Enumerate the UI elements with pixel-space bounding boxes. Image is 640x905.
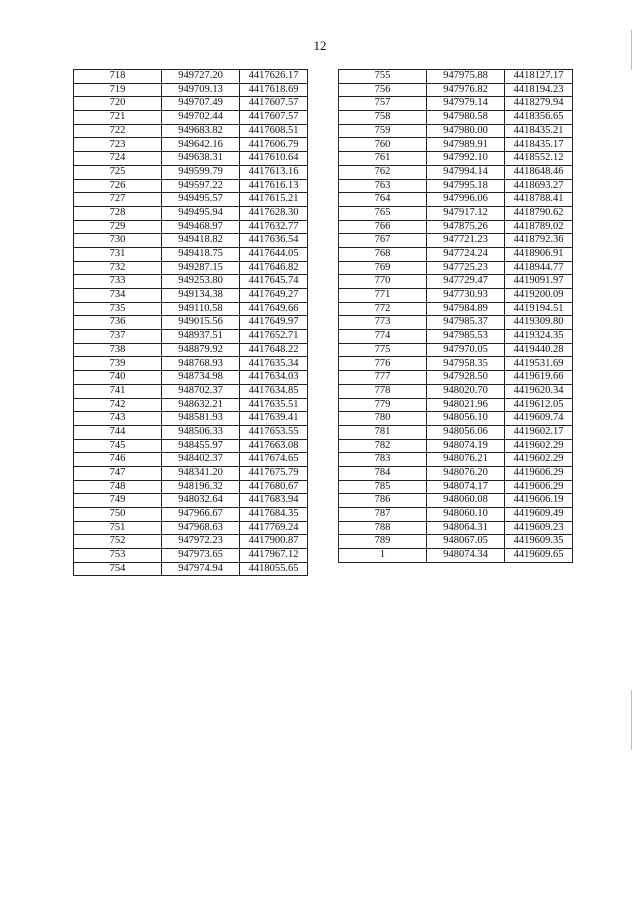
point-number-cell: 763	[339, 179, 427, 193]
table-row	[339, 494, 573, 508]
y-coordinate-cell: 4417639.41	[240, 412, 308, 426]
table-row	[339, 111, 573, 125]
y-coordinate-cell: 4417683.94	[240, 494, 308, 508]
x-coordinate-cell: 948074.34	[427, 549, 505, 563]
table-row	[339, 453, 573, 467]
y-coordinate-cell: 4419602.29	[505, 439, 573, 453]
point-number-cell: 736	[74, 316, 162, 330]
x-coordinate-cell: 948341.20	[162, 466, 240, 480]
x-coordinate-cell: 949418.82	[162, 234, 240, 248]
table-row	[74, 343, 308, 357]
point-number-cell: 768	[339, 247, 427, 261]
table-row	[74, 83, 308, 97]
x-coordinate-cell: 947958.35	[427, 357, 505, 371]
table-row	[74, 466, 308, 480]
x-coordinate-cell: 949638.31	[162, 152, 240, 166]
point-number-cell: 748	[74, 480, 162, 494]
y-coordinate-cell: 4417626.17	[240, 70, 308, 84]
table-row	[339, 275, 573, 289]
table-row	[74, 439, 308, 453]
point-number-cell: 731	[74, 247, 162, 261]
coordinates-table-left-body	[74, 70, 308, 576]
point-number-cell: 777	[339, 371, 427, 385]
y-coordinate-cell: 4417649.27	[240, 289, 308, 303]
table-row	[74, 165, 308, 179]
point-number-cell: 762	[339, 165, 427, 179]
point-number-cell: 732	[74, 261, 162, 275]
x-coordinate-cell: 947985.37	[427, 316, 505, 330]
table-row	[74, 384, 308, 398]
point-number-cell: 743	[74, 412, 162, 426]
y-coordinate-cell: 4417648.22	[240, 343, 308, 357]
x-coordinate-cell: 948196.32	[162, 480, 240, 494]
table-row	[74, 371, 308, 385]
point-number-cell: 724	[74, 152, 162, 166]
x-coordinate-cell: 948768.93	[162, 357, 240, 371]
y-coordinate-cell: 4417636.54	[240, 234, 308, 248]
table-row	[74, 494, 308, 508]
x-coordinate-cell: 947725.23	[427, 261, 505, 275]
table-row	[339, 398, 573, 412]
x-coordinate-cell: 948056.10	[427, 412, 505, 426]
point-number-cell: 789	[339, 535, 427, 549]
point-number-cell: 767	[339, 234, 427, 248]
table-row	[74, 425, 308, 439]
table-row	[339, 343, 573, 357]
table-row	[74, 97, 308, 111]
point-number-cell: 775	[339, 343, 427, 357]
x-coordinate-cell: 947973.65	[162, 549, 240, 563]
table-row	[339, 330, 573, 344]
y-coordinate-cell: 4417635.51	[240, 398, 308, 412]
table-row	[74, 247, 308, 261]
x-coordinate-cell: 948056.06	[427, 425, 505, 439]
x-coordinate-cell: 947917.12	[427, 206, 505, 220]
table-row	[74, 152, 308, 166]
y-coordinate-cell: 4418055.65	[240, 562, 308, 576]
point-number-cell: 752	[74, 535, 162, 549]
point-number-cell: 783	[339, 453, 427, 467]
table-row	[74, 357, 308, 371]
table-row	[339, 316, 573, 330]
y-coordinate-cell: 4419609.49	[505, 508, 573, 522]
table-row	[339, 302, 573, 316]
table-row	[339, 357, 573, 371]
point-number-cell: 764	[339, 193, 427, 207]
point-number-cell: 778	[339, 384, 427, 398]
x-coordinate-cell: 949134.38	[162, 289, 240, 303]
x-coordinate-cell: 948402.37	[162, 453, 240, 467]
point-number-cell: 786	[339, 494, 427, 508]
table-row	[339, 412, 573, 426]
x-coordinate-cell: 948734.98	[162, 371, 240, 385]
x-coordinate-cell: 947976.82	[427, 83, 505, 97]
table-row	[74, 234, 308, 248]
y-coordinate-cell: 4418552.12	[505, 152, 573, 166]
x-coordinate-cell: 949418.75	[162, 247, 240, 261]
table-row	[339, 193, 573, 207]
point-number-cell: 746	[74, 453, 162, 467]
x-coordinate-cell: 947994.14	[427, 165, 505, 179]
y-coordinate-cell: 4417628.30	[240, 206, 308, 220]
point-number-cell: 734	[74, 289, 162, 303]
table-row	[339, 549, 573, 563]
y-coordinate-cell: 4417618.69	[240, 83, 308, 97]
table-row	[339, 70, 573, 84]
y-coordinate-cell: 4417644.05	[240, 247, 308, 261]
y-coordinate-cell: 4417649.66	[240, 302, 308, 316]
y-coordinate-cell: 4419609.74	[505, 412, 573, 426]
y-coordinate-cell: 4419602.29	[505, 453, 573, 467]
table-row	[339, 179, 573, 193]
point-number-cell: 728	[74, 206, 162, 220]
y-coordinate-cell: 4419606.19	[505, 494, 573, 508]
table-row	[74, 206, 308, 220]
point-number-cell: 730	[74, 234, 162, 248]
table-row	[74, 302, 308, 316]
point-number-cell: 741	[74, 384, 162, 398]
x-coordinate-cell: 947980.00	[427, 124, 505, 138]
y-coordinate-cell: 4419200.09	[505, 289, 573, 303]
point-number-cell: 765	[339, 206, 427, 220]
table-row	[74, 220, 308, 234]
y-coordinate-cell: 4417635.34	[240, 357, 308, 371]
point-number-cell: 718	[74, 70, 162, 84]
point-number-cell: 745	[74, 439, 162, 453]
y-coordinate-cell: 4418435.21	[505, 124, 573, 138]
table-row	[74, 521, 308, 535]
table-row	[339, 466, 573, 480]
y-coordinate-cell: 4419440.28	[505, 343, 573, 357]
y-coordinate-cell: 4419612.05	[505, 398, 573, 412]
y-coordinate-cell: 4418279.94	[505, 97, 573, 111]
x-coordinate-cell: 949683.82	[162, 124, 240, 138]
y-coordinate-cell: 4417616.13	[240, 179, 308, 193]
y-coordinate-cell: 4418648.46	[505, 165, 573, 179]
x-coordinate-cell: 948021.96	[427, 398, 505, 412]
point-number-cell: 759	[339, 124, 427, 138]
x-coordinate-cell: 948064.31	[427, 521, 505, 535]
table-row	[74, 453, 308, 467]
y-coordinate-cell: 4418906.91	[505, 247, 573, 261]
coordinates-table-left	[73, 69, 308, 576]
point-number-cell: 770	[339, 275, 427, 289]
x-coordinate-cell: 947996.06	[427, 193, 505, 207]
point-number-cell: 729	[74, 220, 162, 234]
y-coordinate-cell: 4418356.65	[505, 111, 573, 125]
x-coordinate-cell: 948074.19	[427, 439, 505, 453]
y-coordinate-cell: 4418435.17	[505, 138, 573, 152]
y-coordinate-cell: 4417615.21	[240, 193, 308, 207]
point-number-cell: 742	[74, 398, 162, 412]
y-coordinate-cell: 4419194.51	[505, 302, 573, 316]
point-number-cell: 773	[339, 316, 427, 330]
table-row	[339, 152, 573, 166]
y-coordinate-cell: 4418693.27	[505, 179, 573, 193]
point-number-cell: 744	[74, 425, 162, 439]
table-row	[339, 535, 573, 549]
point-number-cell: 740	[74, 371, 162, 385]
point-number-cell: 758	[339, 111, 427, 125]
point-number-cell: 756	[339, 83, 427, 97]
point-number-cell: 754	[74, 562, 162, 576]
table-row	[339, 439, 573, 453]
y-coordinate-cell: 4417610.64	[240, 152, 308, 166]
table-row	[74, 193, 308, 207]
point-number-cell: 751	[74, 521, 162, 535]
x-coordinate-cell: 949287.15	[162, 261, 240, 275]
y-coordinate-cell: 4419602.17	[505, 425, 573, 439]
scan-edge-mark	[631, 30, 632, 70]
x-coordinate-cell: 947968.63	[162, 521, 240, 535]
table-row	[339, 384, 573, 398]
table-row	[339, 247, 573, 261]
y-coordinate-cell: 4419619.66	[505, 371, 573, 385]
point-number-cell: 766	[339, 220, 427, 234]
x-coordinate-cell: 949015.56	[162, 316, 240, 330]
x-coordinate-cell: 949599.79	[162, 165, 240, 179]
y-coordinate-cell: 4418944.77	[505, 261, 573, 275]
table-row	[339, 206, 573, 220]
y-coordinate-cell: 4417680.67	[240, 480, 308, 494]
x-coordinate-cell: 947980.58	[427, 111, 505, 125]
x-coordinate-cell: 947724.24	[427, 247, 505, 261]
point-number-cell: 727	[74, 193, 162, 207]
y-coordinate-cell: 4417652.71	[240, 330, 308, 344]
x-coordinate-cell: 948879.92	[162, 343, 240, 357]
point-number-cell: 737	[74, 330, 162, 344]
y-coordinate-cell: 4417632.77	[240, 220, 308, 234]
x-coordinate-cell: 947992.10	[427, 152, 505, 166]
y-coordinate-cell: 4417646.82	[240, 261, 308, 275]
y-coordinate-cell: 4419309.80	[505, 316, 573, 330]
point-number-cell: 784	[339, 466, 427, 480]
point-number-cell: 781	[339, 425, 427, 439]
point-number-cell: 723	[74, 138, 162, 152]
point-number-cell: 749	[74, 494, 162, 508]
point-number-cell: 788	[339, 521, 427, 535]
y-coordinate-cell: 4419606.29	[505, 480, 573, 494]
table-row	[339, 371, 573, 385]
x-coordinate-cell: 949253.80	[162, 275, 240, 289]
point-number-cell: 739	[74, 357, 162, 371]
x-coordinate-cell: 948076.20	[427, 466, 505, 480]
coordinates-table-right	[338, 69, 573, 563]
y-coordinate-cell: 4419324.35	[505, 330, 573, 344]
x-coordinate-cell: 948506.33	[162, 425, 240, 439]
x-coordinate-cell: 948060.10	[427, 508, 505, 522]
y-coordinate-cell: 4418792.36	[505, 234, 573, 248]
x-coordinate-cell: 949597.22	[162, 179, 240, 193]
point-number-cell: 1	[339, 549, 427, 563]
point-number-cell: 769	[339, 261, 427, 275]
y-coordinate-cell: 4419609.65	[505, 549, 573, 563]
y-coordinate-cell: 4418127.17	[505, 70, 573, 84]
point-number-cell: 780	[339, 412, 427, 426]
table-row	[339, 97, 573, 111]
table-row	[339, 508, 573, 522]
table-row	[339, 165, 573, 179]
point-number-cell: 726	[74, 179, 162, 193]
table-row	[339, 480, 573, 494]
table-row	[339, 234, 573, 248]
x-coordinate-cell: 947729.47	[427, 275, 505, 289]
x-coordinate-cell: 947989.91	[427, 138, 505, 152]
point-number-cell: 750	[74, 508, 162, 522]
point-number-cell: 785	[339, 480, 427, 494]
x-coordinate-cell: 949110.58	[162, 302, 240, 316]
y-coordinate-cell: 4419606.29	[505, 466, 573, 480]
x-coordinate-cell: 949495.94	[162, 206, 240, 220]
point-number-cell: 719	[74, 83, 162, 97]
table-row	[339, 83, 573, 97]
table-row	[74, 480, 308, 494]
y-coordinate-cell: 4417900.87	[240, 535, 308, 549]
y-coordinate-cell: 4418789.02	[505, 220, 573, 234]
y-coordinate-cell: 4419531.69	[505, 357, 573, 371]
point-number-cell: 771	[339, 289, 427, 303]
page-number: 12	[313, 38, 327, 53]
y-coordinate-cell: 4417649.97	[240, 316, 308, 330]
x-coordinate-cell: 948455.97	[162, 439, 240, 453]
table-row	[339, 521, 573, 535]
y-coordinate-cell: 4417684.35	[240, 508, 308, 522]
y-coordinate-cell: 4417674.65	[240, 453, 308, 467]
table-row	[74, 261, 308, 275]
y-coordinate-cell: 4417608.51	[240, 124, 308, 138]
y-coordinate-cell: 4417606.79	[240, 138, 308, 152]
y-coordinate-cell: 4419620.34	[505, 384, 573, 398]
point-number-cell: 738	[74, 343, 162, 357]
point-number-cell: 733	[74, 275, 162, 289]
y-coordinate-cell: 4417634.85	[240, 384, 308, 398]
point-number-cell: 757	[339, 97, 427, 111]
table-row	[339, 138, 573, 152]
y-coordinate-cell: 4417769.24	[240, 521, 308, 535]
x-coordinate-cell: 948032.64	[162, 494, 240, 508]
x-coordinate-cell: 947979.14	[427, 97, 505, 111]
table-row	[74, 508, 308, 522]
table-row	[74, 562, 308, 576]
x-coordinate-cell: 947985.53	[427, 330, 505, 344]
x-coordinate-cell: 949495.57	[162, 193, 240, 207]
table-row	[74, 179, 308, 193]
x-coordinate-cell: 947875.26	[427, 220, 505, 234]
x-coordinate-cell: 949707.49	[162, 97, 240, 111]
table-row	[74, 289, 308, 303]
table-row	[74, 275, 308, 289]
point-number-cell: 774	[339, 330, 427, 344]
x-coordinate-cell: 949727.20	[162, 70, 240, 84]
x-coordinate-cell: 949468.97	[162, 220, 240, 234]
x-coordinate-cell: 948076.21	[427, 453, 505, 467]
point-number-cell: 735	[74, 302, 162, 316]
table-row	[74, 535, 308, 549]
x-coordinate-cell: 948632.21	[162, 398, 240, 412]
x-coordinate-cell: 947721.23	[427, 234, 505, 248]
table-row	[74, 549, 308, 563]
table-row	[74, 124, 308, 138]
table-row	[74, 412, 308, 426]
scan-edge-mark	[631, 690, 632, 750]
x-coordinate-cell: 949702.44	[162, 111, 240, 125]
x-coordinate-cell: 947966.67	[162, 508, 240, 522]
point-number-cell: 772	[339, 302, 427, 316]
point-number-cell: 722	[74, 124, 162, 138]
table-row	[339, 261, 573, 275]
x-coordinate-cell: 949709.13	[162, 83, 240, 97]
table-row	[74, 138, 308, 152]
x-coordinate-cell: 948067.05	[427, 535, 505, 549]
point-number-cell: 779	[339, 398, 427, 412]
point-number-cell: 787	[339, 508, 427, 522]
x-coordinate-cell: 947975.88	[427, 70, 505, 84]
table-row	[339, 425, 573, 439]
point-number-cell: 720	[74, 97, 162, 111]
point-number-cell: 776	[339, 357, 427, 371]
point-number-cell: 721	[74, 111, 162, 125]
x-coordinate-cell: 948702.37	[162, 384, 240, 398]
point-number-cell: 760	[339, 138, 427, 152]
y-coordinate-cell: 4417675.79	[240, 466, 308, 480]
point-number-cell: 753	[74, 549, 162, 563]
y-coordinate-cell: 4417607.57	[240, 97, 308, 111]
y-coordinate-cell: 4419091.97	[505, 275, 573, 289]
y-coordinate-cell: 4419609.23	[505, 521, 573, 535]
table-row	[339, 124, 573, 138]
y-coordinate-cell: 4417645.74	[240, 275, 308, 289]
point-number-cell: 725	[74, 165, 162, 179]
y-coordinate-cell: 4417634.03	[240, 371, 308, 385]
x-coordinate-cell: 949642.16	[162, 138, 240, 152]
table-row	[74, 70, 308, 84]
x-coordinate-cell: 947972.23	[162, 535, 240, 549]
y-coordinate-cell: 4419609.35	[505, 535, 573, 549]
y-coordinate-cell: 4417613.16	[240, 165, 308, 179]
y-coordinate-cell: 4418788.41	[505, 193, 573, 207]
x-coordinate-cell: 947730.93	[427, 289, 505, 303]
y-coordinate-cell: 4417663.08	[240, 439, 308, 453]
y-coordinate-cell: 4417607.57	[240, 111, 308, 125]
point-number-cell: 782	[339, 439, 427, 453]
point-number-cell: 761	[339, 152, 427, 166]
x-coordinate-cell: 948074.17	[427, 480, 505, 494]
table-row	[74, 398, 308, 412]
x-coordinate-cell: 948581.93	[162, 412, 240, 426]
y-coordinate-cell: 4418790.62	[505, 206, 573, 220]
coordinates-table-right-body	[339, 70, 573, 563]
x-coordinate-cell: 947995.18	[427, 179, 505, 193]
point-number-cell: 755	[339, 70, 427, 84]
point-number-cell: 747	[74, 466, 162, 480]
y-coordinate-cell: 4418194.23	[505, 83, 573, 97]
x-coordinate-cell: 947974.94	[162, 562, 240, 576]
y-coordinate-cell: 4417653.55	[240, 425, 308, 439]
table-row	[74, 111, 308, 125]
x-coordinate-cell: 947928.50	[427, 371, 505, 385]
x-coordinate-cell: 947970.05	[427, 343, 505, 357]
table-row	[339, 220, 573, 234]
table-row	[74, 316, 308, 330]
x-coordinate-cell: 948060.08	[427, 494, 505, 508]
x-coordinate-cell: 948937.51	[162, 330, 240, 344]
table-row	[74, 330, 308, 344]
x-coordinate-cell: 947984.89	[427, 302, 505, 316]
y-coordinate-cell: 4417967.12	[240, 549, 308, 563]
table-row	[339, 289, 573, 303]
x-coordinate-cell: 948020.70	[427, 384, 505, 398]
